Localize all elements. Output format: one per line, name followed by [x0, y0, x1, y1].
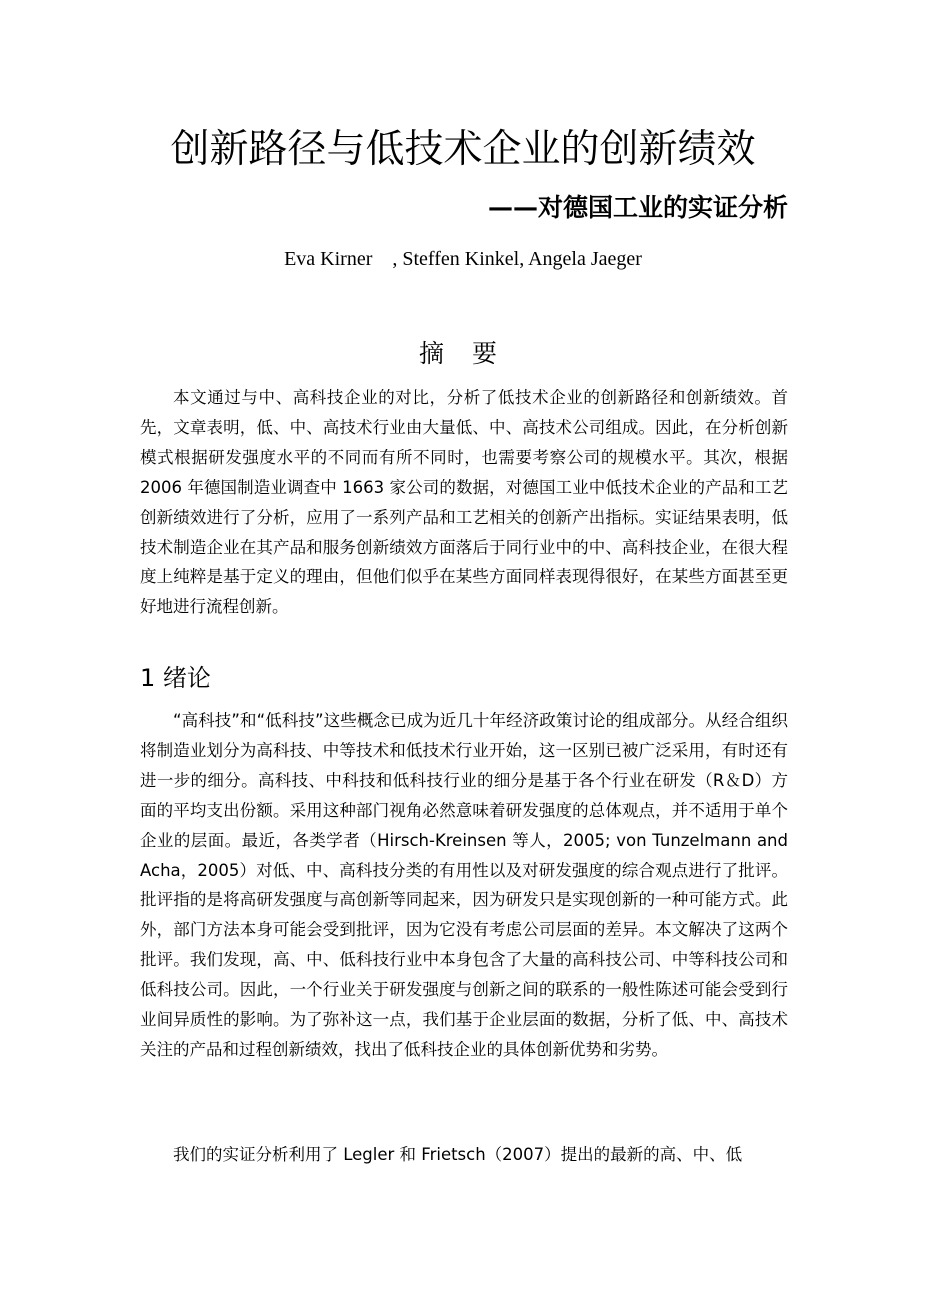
paper-title: 创新路径与低技术企业的创新绩效: [170, 127, 756, 172]
abstract-heading: 摘 要: [419, 339, 507, 368]
section-1-paragraph-1: “高科技”和“低科技”这些概念已成为近几十年经济政策讨论的组成部分。从经合组织将制造业划分为高科技、中等技术和低技术行业开始，这一区别已被广泛采用，有时还有进一步的细分。高科技、中科技和低科技行业的细分是基于各个行业在研发（R＆D）方面的平均支出份额。采用这种部门视角必然意味着研发强度的总体观点，并不适用于单个企业的层面。最近，各类学者（Hirsch-Kreinsen 等人，2005; von Tunzelmann and Acha，2005）对低、中、高科技分类的有用性以及对研发强度的综合观点进行了批评。批评指的是将高研发强度与高创新等同起来，因为研发只是实现创新的一种可能方式。此外，部门方法本身可能会受到批评，因为它没有考虑公司层面的差异。本文解决了这两个批评。我们发现，高、中、低科技行业中本身包含了大量的高科技公司、中等科技公司和低科技公司。因此，一个行业关于研发强度与创新之间的联系的一般性陈述可能会受到行业间异质性的影响。为了弥补这一点，我们基于企业层面的数据，分析了低、中、高技术关注的产品和过程创新绩效，找出了低科技企业的具体创新优势和劣势。: [140, 711, 788, 1059]
paper-subtitle: ——对德国工业的实证分析: [487, 193, 788, 222]
abstract-body: 本文通过与中、高科技企业的对比，分析了低技术企业的创新路径和创新绩效。首先，文章表明，低、中、高技术行业由大量低、中、高技术公司组成。因此，在分析创新模式根据研发强度水平的不同而有所不同时，也需要考察公司的规模水平。其次，根据 2006 年德国制造业调查中 1663 家公司的数据，对德国工业中低技术企业的产品和工艺创新绩效进行了分析，应用了一系列产品和工艺相关的创新产出指标。实证结果表明，低技术制造企业在其产品和服务创新绩效方面落后于同行业中的中、高科技企业，在很大程度上纯粹是基于定义的理由，但他们似乎在某些方面同样表现得很好，在某些方面甚至更好地进行流程创新。: [140, 388, 788, 617]
section-1-heading: 1 绪论: [140, 664, 211, 692]
author-list: Eva Kirner , Steffen Kinkel, Angela Jaeger: [284, 248, 642, 270]
section-1-paragraph-2: 我们的实证分析利用了 Legler 和 Frietsch（2007）提出的最新的高、中、低: [173, 1145, 743, 1164]
